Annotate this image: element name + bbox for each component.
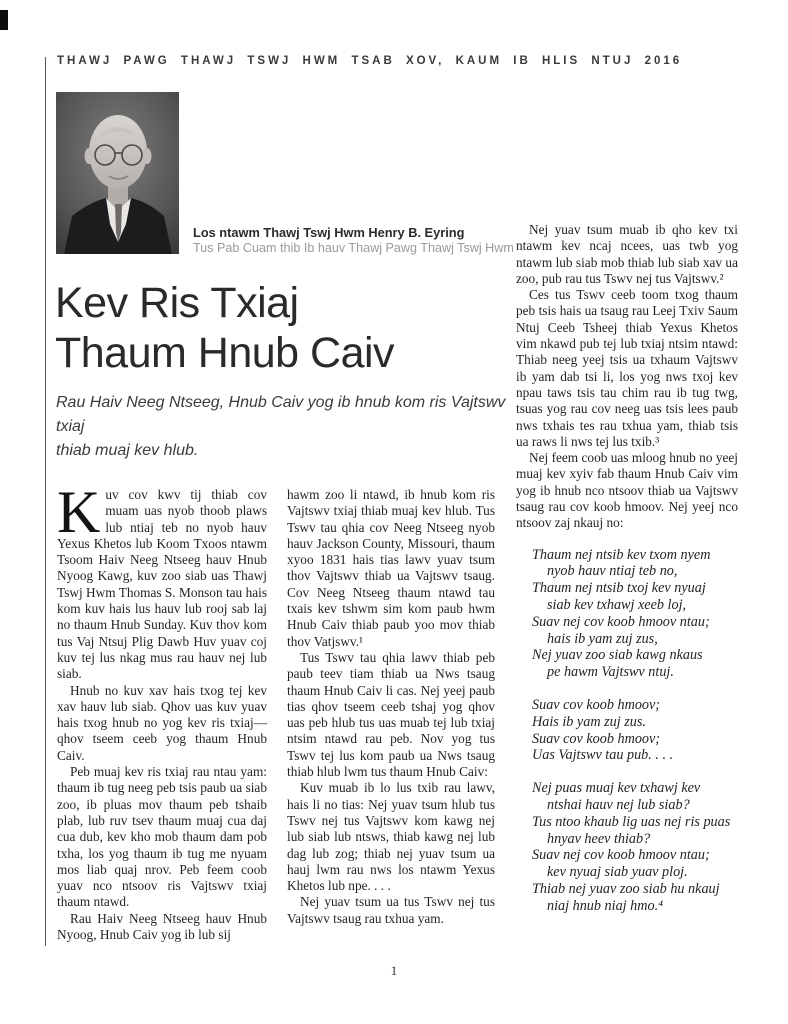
hymn-stanza xyxy=(532,547,738,681)
hymn-line: Nej yuav zoo siab kawg nkaus xyxy=(532,647,703,664)
hymn-stanza xyxy=(532,697,738,764)
byline-role: Tus Pab Cuam thib Ib hauv Thawj Pawg Thawj Tswj Hwm xyxy=(193,240,514,255)
hymn-line: Thiab nej yuav zoo siab hu nkauj xyxy=(532,880,720,897)
hymn-line: ntshai hauv nej lub siab? xyxy=(547,797,690,813)
portrait-illustration xyxy=(56,92,179,254)
article-title-line2: Thaum Hnub Caiv xyxy=(55,329,395,377)
hymn-line: hais ib yam zuj zus, xyxy=(547,630,658,647)
paragraph: Peb muaj kev ris txiaj rau ntau yam: thaum ib tug neeg peb tsis paub ua siab zoo, ib pluas mov thaum peb tshaib plab, lub ruv tsev thaum muaj cua daj cua dub, kev kho mob thaum dam pob txha, los yog thaum ib tug me nyuam mos liab quaj nrov. Peb feem coob yuav nco ntsoov ris Vajtswv txiaj thaum ntawd. xyxy=(57,764,267,910)
paragraph: hawm zoo li ntawd, ib hnub kom ris Vajtswv txiaj thiab muaj kev hlub. Tus Tswv tau qhia cov Neeg Ntseeg nyob hauv Jackson County, Missouri, thaum xyoo 1831 hais tias lawv yuav tsum thov Vajtswv thiab ua Vajtswv tsaug. Cov Neeg Ntseeg thaum ntawd tau txais kev tshwm sim kom paub hwm Hnub Caiv thiab paub yoo mov thiab thov Vatjswv.¹ xyxy=(287,487,495,649)
article-subtitle-line2: thiab muaj kev hlub. xyxy=(56,442,199,459)
hymn-line: nyob hauv ntiaj teb no, xyxy=(547,563,678,580)
paragraph: Hnub no kuv xav hais txog tej kev xav hauv lub siab. Qhov uas kuv yuav hais txog hnub no yog kev ris txiaj—qhov tseem ceeb yog thaum Hnub Caiv. xyxy=(57,682,267,763)
body-column-1 xyxy=(57,479,267,943)
article-title xyxy=(55,278,394,378)
hymn-stanza xyxy=(532,780,738,914)
hymn-line: niaj hnub niaj hmo.⁴ xyxy=(547,897,664,914)
byline-author: Los ntawm Thawj Tswj Hwm Henry B. Eyring xyxy=(193,225,465,240)
article-subtitle xyxy=(56,391,526,463)
hymn-line: Suav nej cov koob hmoov ntau; xyxy=(532,613,710,630)
hymn-line: pe hawm Vajtswv ntuj. xyxy=(547,664,674,681)
article-title-line1: Kev Ris Txiaj xyxy=(55,279,299,327)
paragraph: Nej feem coob uas mloog hnub no yeej muaj kev xyiv fab thaum Hnub Caiv vim yog ib hnub nco ntsoov thiab ua Vajtswv tsaug rau cov koob hmoov. Nej yeej nco ntsoov zaj nkauj no: xyxy=(516,450,738,531)
page-number: 1 xyxy=(390,963,398,978)
paragraph: Ces tus Tswv ceeb toom txog thaum peb tsis hais ua tsaug rau Leej Txiv Saum Ntuj Ceeb Tsheej thiab Yexus Khetos vim nkawd pub tej lub txiaj ntsim ntawd: Thiab neeg yeej tsis ua txhaum Vajtswv ib yam dab tsi li, los yog nws txoj kev npau taws tsis tau chim rau ib tug twg, tsuas yog rau cov neeg uas tsis lees paub nws txhais tes rau txhua yam, thiab tsis ua raws li nws tej lus txib.³ xyxy=(516,287,738,449)
masthead-issue-line: THAWJ PAWG THAWJ TSWJ HWM TSAB XOV, KAUM IB HLIS NTUJ 2016 xyxy=(57,55,683,67)
hymn-line: siab kev txhawj xeeb loj, xyxy=(547,597,687,614)
body-column-3 xyxy=(516,222,738,915)
paragraph: Kuv muab ib lo lus txib rau lawv, hais li no tias: Nej yuav tsum hlub tus Tswv nej tus Vajtswv kom kawg nej lub siab lub ntsws, thiab kawg nej lub dag lub zog; thiab nej yuav tsum ua hauj lwm rau nws los ntawm Yexus Khetos lub npe. . . . xyxy=(287,780,495,894)
left-margin-rule xyxy=(45,57,46,946)
author-portrait-photo xyxy=(56,92,179,254)
hymn-line: Suav cov koob hmoov; xyxy=(532,730,661,747)
paragraph: Rau Haiv Neeg Ntseeg hauv Hnub Nyoog, Hnub Caiv yog ib lub sij xyxy=(57,910,267,943)
hymn-quotation xyxy=(516,547,738,915)
article-subtitle-line1: Rau Haiv Neeg Ntseeg, Hnub Caiv yog ib hnub kom ris Vajtswv txiaj xyxy=(56,394,506,435)
paragraph: Nej yuav tsum ua tus Tswv nej tus Vajtswv tsaug rau txhua yam. xyxy=(287,894,495,926)
hymn-line: Suav nej cov koob hmoov ntau; xyxy=(532,847,710,864)
hymn-line: Hais ib yam zuj zus. xyxy=(532,713,646,730)
hymn-line: Nej puas muaj kev txhawj kev xyxy=(532,780,701,797)
drop-cap: K xyxy=(57,479,101,545)
paragraph: Kuv cov kwv tij thiab cov muam uas nyob thoob plaws lub ntiaj teb no nyob hauv Yexus Khetos lub Koom Txoos ntawm Tsoom Haiv Neeg Ntseeg hauv Hnub Nyoog Kawg, kuv zoo siab uas Thawj Tswj Hwm Thomas S. Monson tau hais kom kuv hais lus hauv lub rooj sab laj no thaum Hnub Sunday. Kuv thov kom tus Vaj Ntsuj Plig Dawb Huv yuav coj kuv tej lus nkag mus rau hauv nej lub siab. xyxy=(57,479,267,682)
byline xyxy=(193,225,514,256)
edge-registration-mark xyxy=(0,10,8,30)
paragraph: Nej yuav tsum muab ib qho kev txi ntawm kev ncaj ncees, uas twb yog ntawm lub siab mob thiab lub siab xav ua zoo, pub rau tus Tswv nej tus Vajtswv.² xyxy=(516,222,738,286)
hymn-line: Thaum nej ntsib txoj kev nyuaj xyxy=(532,580,706,597)
body-column-2 xyxy=(287,487,495,927)
hymn-line: kev nyuaj siab yuav ploj. xyxy=(547,864,688,881)
paragraph: Tus Tswv tau qhia lawv thiab peb paub teev tiam thiab ua Nws tsaug thaum Hnub Caiv li cas. Nej yeej paub tias qhov tseem ceeb tshaj yog qhov uas peb hlub tus uas muab tej lub txiaj ntsim ntawd rau peb. Nov yog tus Tswv tej lus kom paub ua Nws tsaug thiab hlub lwm tus thaum Hnub Caiv: xyxy=(287,649,495,780)
hymn-line: Suav cov koob hmoov; xyxy=(532,697,661,714)
hymn-line: hnyav heev thiab? xyxy=(547,830,651,847)
hymn-line: Uas Vajtswv tau pub. . . . xyxy=(532,747,674,764)
hymn-line: Tus ntoo khaub lig uas nej ris puas xyxy=(532,813,731,830)
hymn-line: Thaum nej ntsib kev txom nyem xyxy=(532,546,711,563)
